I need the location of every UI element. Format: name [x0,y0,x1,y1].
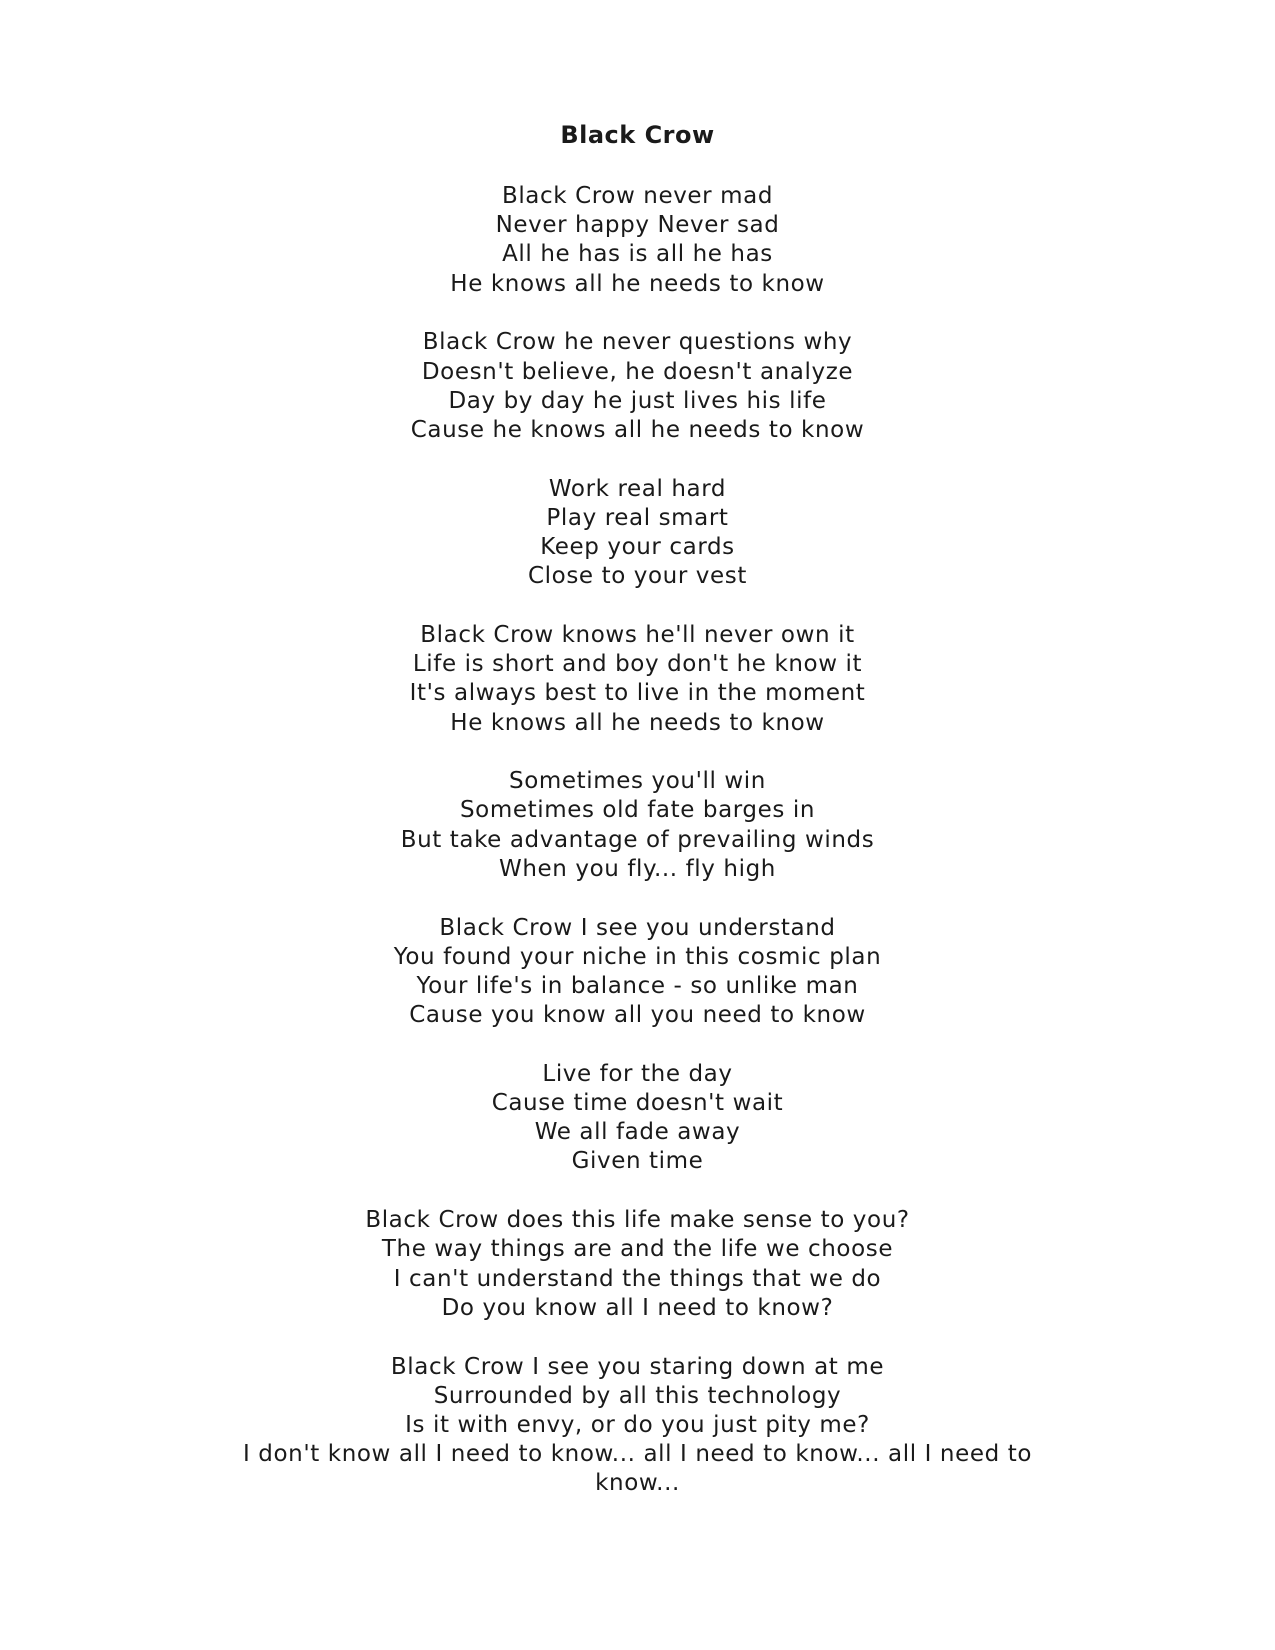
poem-line: He knows all he needs to know [450,270,825,297]
poem-line: Close to your vest [528,563,747,590]
poem-line: I can't understand the things that we do [393,1265,882,1292]
poem-line: All he has is all he has [502,241,773,268]
poem-body [200,182,1075,1528]
poem-line: Black Crow never mad [501,183,774,209]
stanza-1 [200,182,1075,299]
poem-line: But take advantage of prevailing winds [400,826,875,853]
poem-line: Cause he knows all he needs to know [410,416,865,443]
poem-line: Black Crow he never questions why [422,329,853,356]
poem-line: We all fade away [534,1119,741,1146]
poem-line: Black Crow I see you understand [439,914,836,941]
poem-line: When you fly... fly high [499,855,776,882]
poem-line: Day by day he just lives his life [448,387,827,414]
poem-line: Surrounded by all this technology [433,1382,842,1409]
stanza-7 [200,1060,1075,1177]
poem-title: Black Crow [560,121,715,149]
stanza-3 [200,475,1075,592]
poem-line: The way things are and the life we choose [381,1236,894,1263]
stanza-8 [200,1206,1075,1323]
poem-line: Doesn't believe, he doesn't analyze [421,358,854,385]
poem-line: Cause time doesn't wait [491,1090,784,1117]
poem-line: Never happy Never sad [495,212,780,239]
poem-line: Black Crow I see you staring down at me [390,1353,885,1380]
stanza-5 [200,767,1075,884]
poem-line: Cause you know all you need to know [409,1002,866,1029]
stanza-2 [200,328,1075,445]
stanza-4 [200,621,1075,738]
poem-line: Life is short and boy don't he know it [412,651,863,678]
poem-line: Play real smart [546,504,729,531]
poem-line: You found your niche in this cosmic plan [393,943,882,970]
poem-line: Black Crow knows he'll never own it [420,621,855,648]
poem-line: It's always best to live in the moment [409,680,866,707]
poem-line: Work real hard [548,475,727,502]
poem-line: Live for the day [542,1060,733,1087]
stanza-6 [200,914,1075,1031]
poem-line: Black Crow does this life make sense to you? [365,1207,910,1234]
poem-line: Do you know all I need to know? [441,1294,834,1321]
poem-line: Is it with envy, or do you just pity me? [405,1411,870,1438]
poem-line: He knows all he needs to know [450,709,825,736]
poem-line: Keep your cards [540,534,735,561]
poem-line: I don't know all I need to know... all I need to know... all I need to know... [242,1441,1032,1497]
poem-line: Given time [571,1148,704,1175]
poem-line: Sometimes you'll win [509,768,766,795]
poem-line: Sometimes old fate barges in [459,797,816,824]
poem-line: Your life's in balance - so unlike man [416,972,859,999]
stanza-9 [200,1353,1075,1499]
